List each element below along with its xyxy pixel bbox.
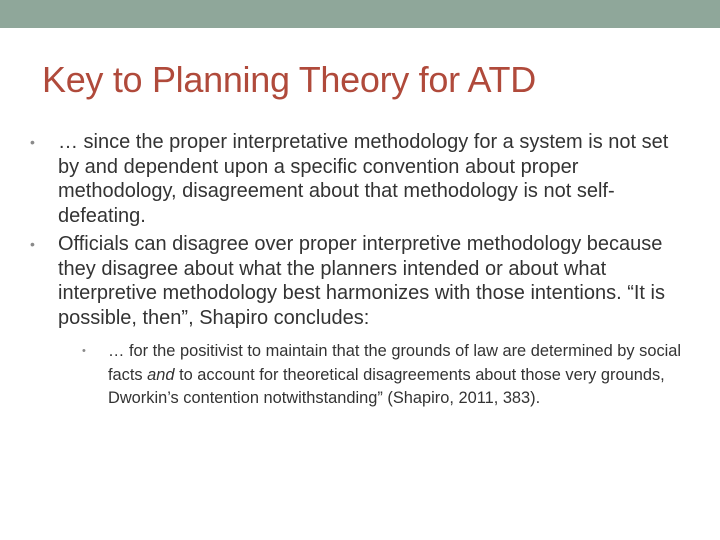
top-accent-bar [0,0,720,28]
sub-bullet-item [78,340,690,411]
bullet-text: … since the proper interpretative methodology for a system is not set by and dependent upon a specific convention about proper methodology, disagreement about that methodology is not self-defeating. [58,131,669,227]
bullet-item [30,130,690,228]
sub-bullet-list [78,340,690,411]
bullet-item [30,232,690,411]
bullet-icon: • [30,134,35,150]
bullet-icon: • [30,236,35,252]
sub-bullet-icon: • [82,345,86,357]
bullet-text: Officials can disagree over proper interpretive methodology because they disagree about what the planners intended or about what interpretive methodology best harmonizes with those intentions. “It is possible, then”, Shapiro concludes: [58,233,665,329]
slide-body [30,130,690,415]
sub-bullet-text-before: … for the positivist to maintain that the grounds of law are determined by social facts [108,342,682,384]
sub-bullet-emphasis: and [147,365,175,384]
bullet-list [30,130,690,411]
sub-bullet-text-after: to account for theoretical disagreements about those very grounds, Dworkin’s contention notwithstanding” (Shapiro, 2011, 383). [108,365,665,407]
slide-title: Key to Planning Theory for ATD [42,59,536,100]
